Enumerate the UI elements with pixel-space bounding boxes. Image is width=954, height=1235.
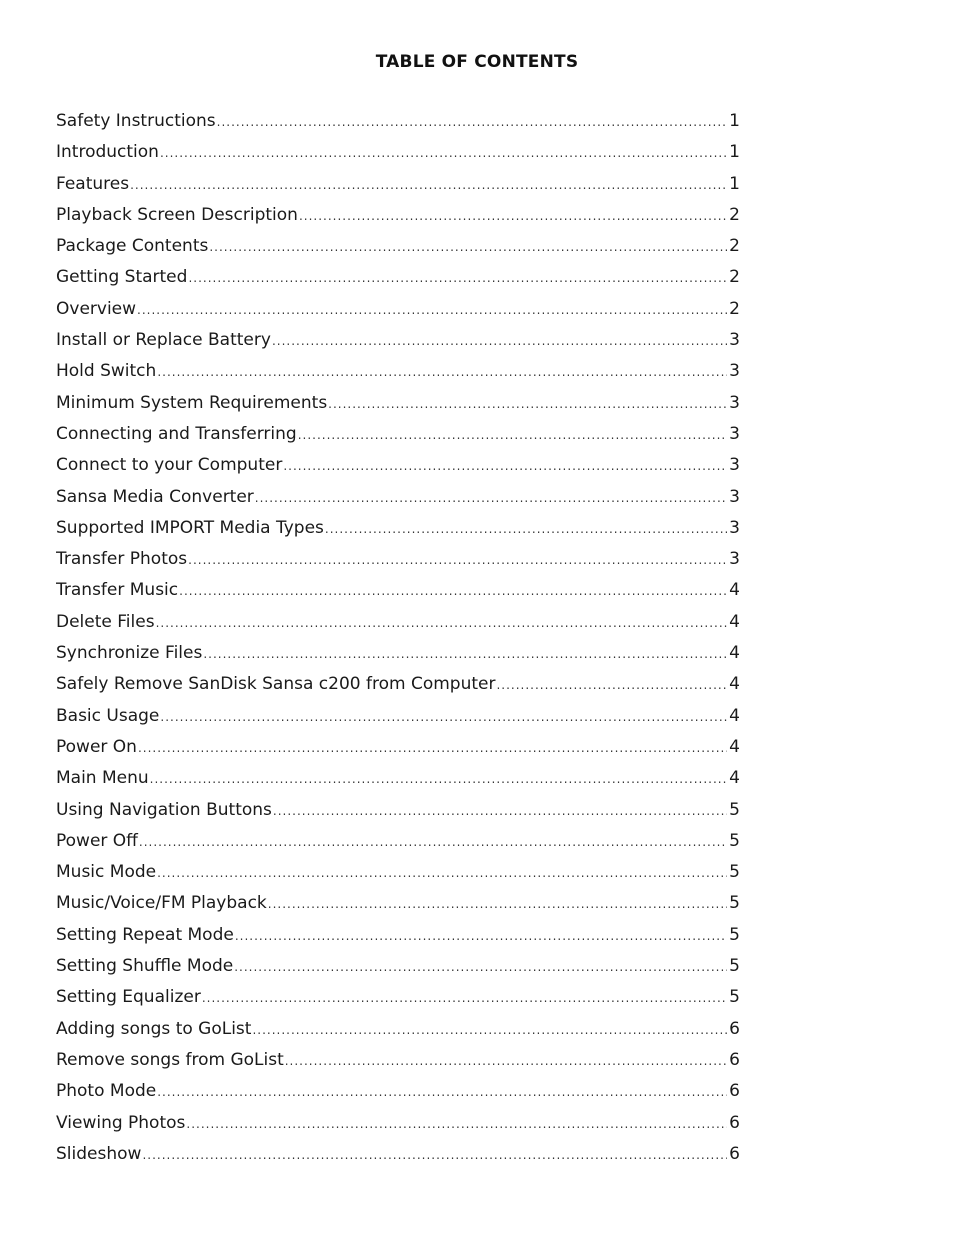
dot-leader [328,389,727,419]
toc-entry-label: Minimum System Requirements [56,392,328,413]
toc-entry-page-number: 1 [729,142,740,163]
toc-entry[interactable] [56,544,740,575]
toc-entry-page-number: 1 [729,173,740,194]
toc-entry-label: Basic Usage [56,705,160,726]
dot-leader [138,733,727,763]
toc-entry-page-number: 3 [729,517,740,538]
toc-entry[interactable] [56,262,740,293]
toc-entry-label: Music Mode [56,862,157,883]
toc-entry-page-number: 6 [729,1081,740,1102]
toc-entry[interactable] [56,1076,740,1107]
toc-entry-label: Adding songs to GoList [56,1018,252,1039]
dot-leader [157,357,727,387]
toc-entry-label: Introduction [56,142,159,163]
toc-entry[interactable] [56,701,740,732]
toc-entry-page-number: 4 [729,705,740,726]
toc-entry-page-number: 5 [729,956,740,977]
dot-leader [255,483,727,513]
toc-entry[interactable] [56,200,740,231]
dot-leader [139,827,727,857]
dot-leader [285,1046,727,1076]
dot-leader [188,545,727,575]
toc-entry-label: Setting Repeat Mode [56,924,234,945]
toc-entry-page-number: 5 [729,987,740,1008]
toc-entry[interactable] [56,826,740,857]
toc-entry[interactable] [56,732,740,763]
dot-leader [157,1077,727,1107]
dot-leader [142,1140,727,1170]
toc-entry-label: Features [56,173,130,194]
toc-entry-label: Delete Files [56,611,155,632]
toc-entry[interactable] [56,356,740,387]
dot-leader [188,263,727,293]
toc-entry[interactable] [56,169,740,200]
toc-entry-label: Power On [56,736,137,757]
toc-entry[interactable] [56,607,740,638]
dot-leader [273,796,727,826]
toc-entry-page-number: 3 [729,549,740,570]
toc-entry-page-number: 4 [729,674,740,695]
dot-leader [298,420,727,450]
toc-entry-label: Getting Started [56,267,188,288]
toc-entry-page-number: 2 [729,267,740,288]
toc-entry-page-number: 4 [729,611,740,632]
toc-entry-page-number: 3 [729,361,740,382]
toc-entry[interactable] [56,795,740,826]
toc-entry-page-number: 2 [729,204,740,225]
toc-entry-label: Power Off [56,830,138,851]
toc-entry-page-number: 6 [729,1112,740,1133]
toc-entry-label: Connecting and Transferring [56,423,297,444]
dot-leader [160,702,727,732]
toc-entry[interactable] [56,482,740,513]
toc-entry-label: Viewing Photos [56,1112,186,1133]
toc-entry-page-number: 4 [729,643,740,664]
toc-entry-page-number: 5 [729,799,740,820]
toc-entry[interactable] [56,450,740,481]
toc-entry-page-number: 4 [729,768,740,789]
toc-entry[interactable] [56,106,740,137]
toc-entry-label: Supported IMPORT Media Types [56,517,324,538]
page-title: TABLE OF CONTENTS [375,52,579,72]
dot-leader [299,201,727,231]
toc-entry-page-number: 6 [729,1049,740,1070]
toc-entry[interactable] [56,1108,740,1139]
dot-leader [202,983,727,1013]
toc-list [56,106,740,1170]
toc-entry-page-number: 1 [729,111,740,131]
toc-entry-page-number: 3 [729,423,740,444]
toc-entry-label: Safety Instructions [56,111,216,131]
toc-entry[interactable] [56,638,740,669]
toc-entry-page-number: 5 [729,893,740,914]
toc-entry-label: Sansa Media Converter [56,486,254,507]
toc-entry[interactable] [56,1014,740,1045]
dot-leader [325,514,727,544]
dot-leader [235,921,727,951]
toc-entry[interactable] [56,1045,740,1076]
toc-entry-label: Setting Shuffle Mode [56,956,234,977]
toc-entry[interactable] [56,763,740,794]
toc-entry-label: Remove songs from GoList [56,1049,284,1070]
toc-entry-label: Slideshow [56,1143,142,1164]
toc-entry-label: Hold Switch [56,361,157,382]
dot-leader [130,170,727,200]
dot-leader [209,232,727,262]
toc-entry[interactable] [56,982,740,1013]
toc-entry-label: Setting Equalizer [56,987,201,1008]
dot-leader [203,639,727,669]
toc-entry[interactable] [56,388,740,419]
toc-entry-page-number: 3 [729,330,740,351]
toc-entry[interactable] [56,325,740,356]
dot-leader [283,451,727,481]
toc-entry-page-number: 5 [729,862,740,883]
dot-leader [137,295,727,325]
toc-entry[interactable] [56,920,740,951]
toc-entry[interactable] [56,951,740,982]
toc-entry-page-number: 4 [729,736,740,757]
dot-leader [217,107,728,137]
toc-entry[interactable] [56,857,740,888]
dot-leader [157,858,727,888]
toc-entry[interactable] [56,575,740,606]
toc-entry-page-number: 4 [729,580,740,601]
toc-entry-page-number: 2 [729,236,740,257]
toc-entry[interactable] [56,1139,740,1170]
toc-entry-label: Transfer Music [56,580,179,601]
toc-entry-page-number: 6 [729,1018,740,1039]
dot-leader [186,1109,727,1139]
toc-entry-page-number: 6 [729,1143,740,1164]
toc-entry-page-number: 5 [729,924,740,945]
toc-entry-label: Safely Remove SanDisk Sansa c200 from Computer [56,674,496,695]
toc-entry-label: Transfer Photos [56,549,188,570]
toc-entry[interactable] [56,513,740,544]
toc-entry-page-number: 3 [729,455,740,476]
toc-entry-label: Install or Replace Battery [56,330,271,351]
dot-leader [272,326,727,356]
dot-leader [156,608,728,638]
dot-leader [268,889,727,919]
toc-entry-page-number: 3 [729,392,740,413]
toc-entry[interactable] [56,231,740,262]
toc-entry[interactable] [56,888,740,919]
toc-entry-page-number: 5 [729,830,740,851]
dot-leader [496,670,727,700]
dot-leader [160,138,727,168]
toc-entry-label: Playback Screen Description [56,204,298,225]
toc-entry-label: Photo Mode [56,1081,157,1102]
toc-entry-label: Music/Voice/FM Playback [56,893,267,914]
dot-leader [150,764,728,794]
toc-entry[interactable] [56,669,740,700]
dot-leader [252,1015,727,1045]
toc-entry[interactable] [56,137,740,168]
toc-entry[interactable] [56,419,740,450]
dot-leader [234,952,727,982]
toc-entry-page-number: 3 [729,486,740,507]
toc-entry-label: Using Navigation Buttons [56,799,272,820]
toc-entry-label: Connect to your Computer [56,455,283,476]
dot-leader [179,576,727,606]
toc-entry-label: Overview [56,298,137,319]
toc-entry[interactable] [56,294,740,325]
toc-entry-label: Main Menu [56,768,149,789]
toc-entry-label: Synchronize Files [56,643,203,664]
toc-entry-page-number: 2 [729,298,740,319]
toc-entry-label: Package Contents [56,236,209,257]
